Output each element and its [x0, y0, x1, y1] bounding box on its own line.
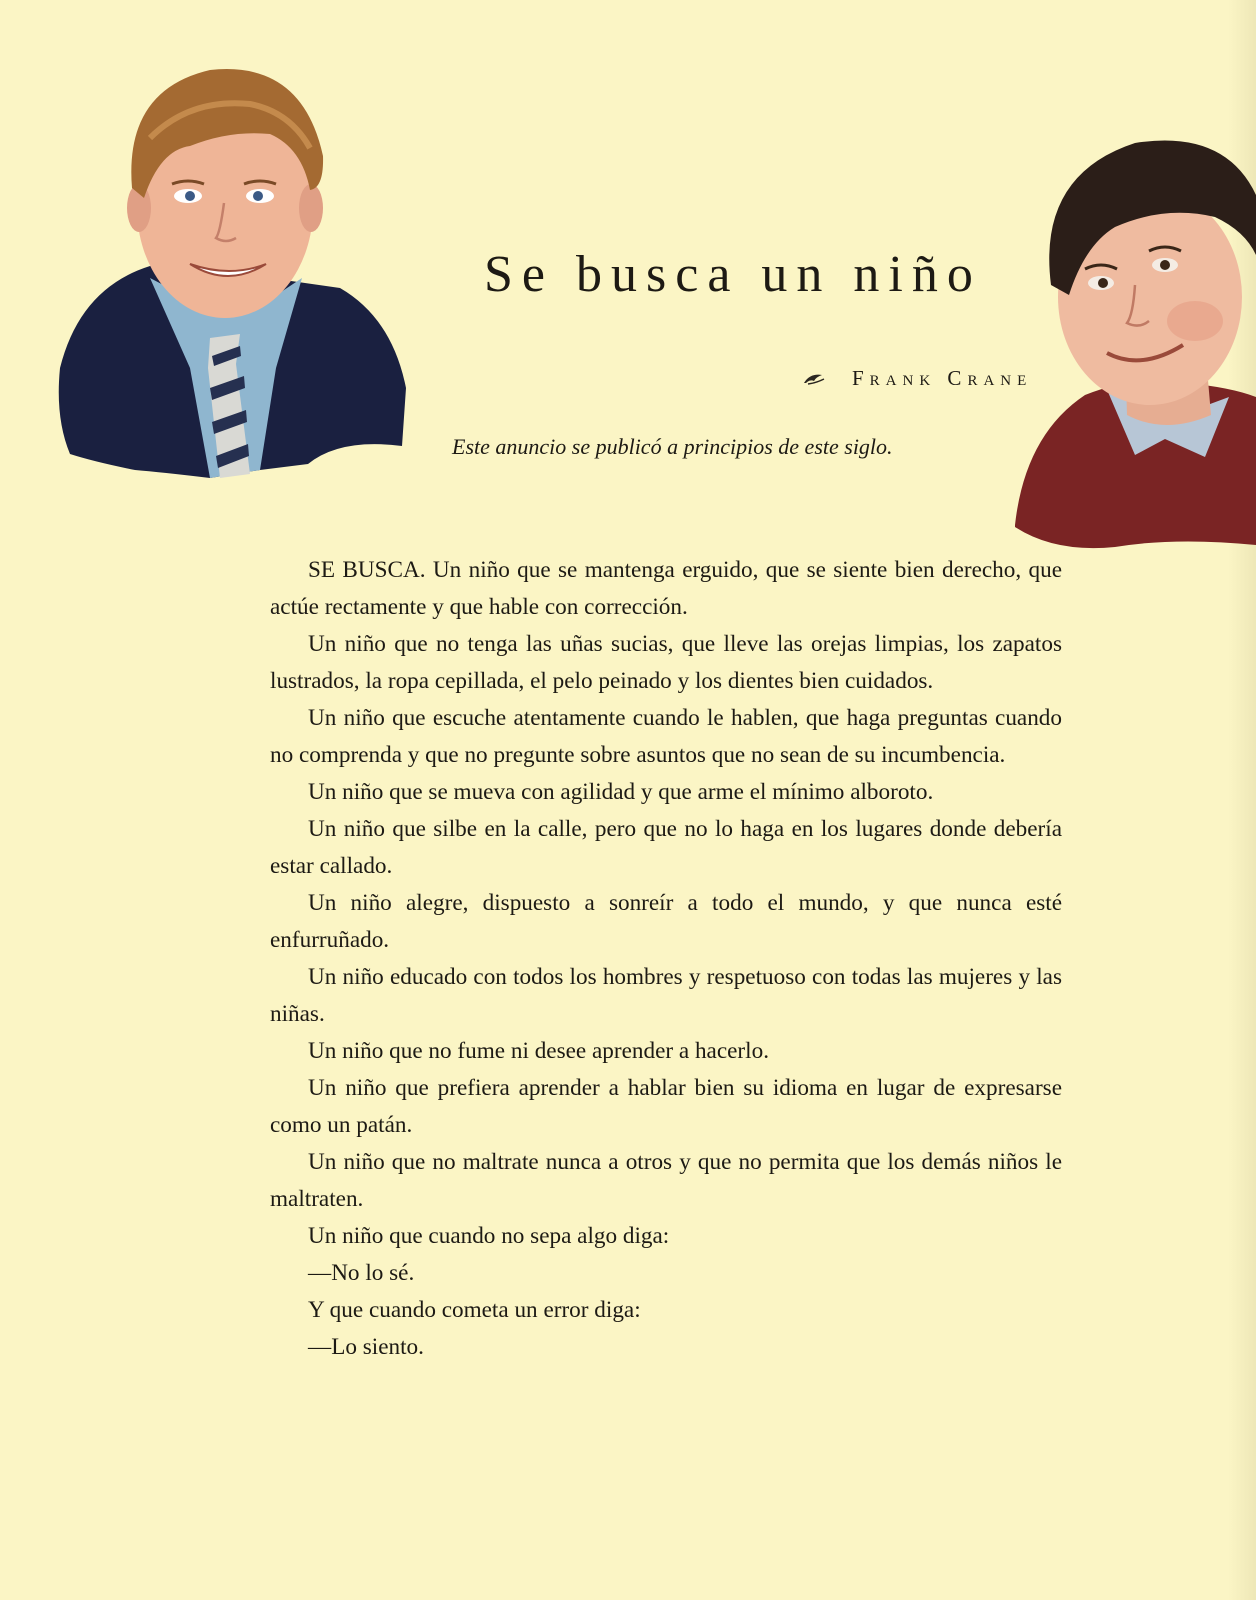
paragraph: Un niño que prefiera aprender a hablar bien su idioma en lugar de expresarse como un patán. — [270, 1075, 1062, 1138]
paragraph: Un niño que silbe en la calle, pero que no lo haga en los lugares donde debería estar callado. — [270, 816, 1062, 879]
paragraph: Un niño que no maltrate nunca a otros y que no permita que los demás niños le maltraten. — [270, 1149, 1062, 1212]
paragraph: Un niño que no fume ni desee aprender a hacerlo. — [308, 1038, 769, 1064]
paragraph: Un niño alegre, dispuesto a sonreír a todo el mundo, y que nunca esté enfurruñado. — [270, 890, 1062, 953]
dialog-line: —No lo sé. — [308, 1260, 415, 1286]
paragraph: Un niño que se mueva con agilidad y que arme el mínimo alboroto. — [308, 779, 934, 805]
byline — [802, 366, 1032, 391]
article-body — [270, 552, 1062, 1366]
article-subtitle: Este anuncio se publicó a principios de este siglo. — [452, 434, 893, 459]
paragraph: Un niño que no tenga las uñas sucias, que lleve las orejas limpias, los zapatos lustrados, la ropa cepillada, el pelo peinado y los dientes bien cuidados. — [270, 631, 1062, 694]
right-boy-illustration — [1015, 135, 1256, 565]
paragraph: Un niño educado con todos los hombres y respetuoso con todas las mujeres y las niñas. — [270, 964, 1062, 1027]
article-title: Se busca un niño — [484, 246, 982, 303]
paragraph: Y que cuando cometa un error diga: — [308, 1297, 641, 1323]
left-boy-illustration — [40, 38, 420, 488]
lead-in: SE BUSCA. — [308, 557, 426, 583]
dialog-line: —Lo siento. — [308, 1334, 424, 1360]
paragraph: Un niño que cuando no sepa algo diga: — [308, 1223, 670, 1249]
fleuron-icon — [802, 371, 826, 387]
paragraph: Un niño que escuche atentamente cuando le hablen, que haga preguntas cuando no comprenda y que no pregunte sobre asuntos que no sean de su incumbencia. — [270, 705, 1062, 768]
paragraph: SE BUSCA. Un niño que se mantenga erguido, que se siente bien derecho, que actúe rectamente y que hable con corrección. — [270, 557, 1063, 620]
author-name: Frank Crane — [852, 366, 1033, 390]
